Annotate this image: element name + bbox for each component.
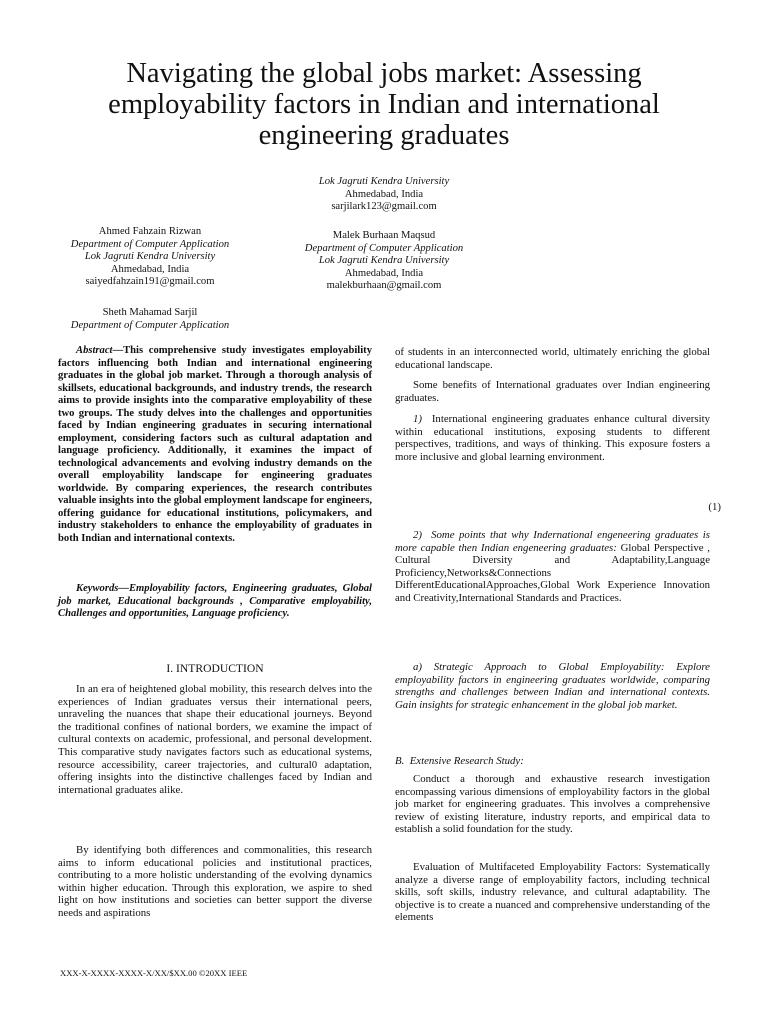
keywords-label: Keywords	[76, 583, 119, 594]
intro-paragraph-2: By identifying both differences and commonalities, this research aims to inform educational policies and institutional practices, contributing to a more holistic understanding of the evolving dynamics within higher education. Through this exploration, we aspire to shed light on how institutions and societies can better support the diverse needs and aspirations	[58, 844, 372, 919]
subsection-a-text: Explore employability factors in engineering graduates worldwide, comparing strengths and challenges between Indian and international contexts. Gain insights for strategic enhancement in the global job market.	[395, 661, 710, 711]
author-1-email: sarjilark123@gmail.com	[331, 201, 437, 212]
section-b-label: B.	[395, 755, 405, 767]
list-item-2	[395, 529, 710, 605]
list-item-1	[395, 413, 710, 463]
subsection-a-title: Strategic Approach to Global Employability:	[433, 661, 665, 673]
equation-number: (1)	[708, 501, 721, 513]
author-2-name: Ahmed Fahzain Rizwan	[98, 226, 202, 237]
right-continuation-paragraph: of students in an interconnected world, ultimately enriching the global educational landscape.	[395, 346, 710, 371]
author-block-4	[50, 307, 250, 332]
author-3-name: Malek Burhaan Maqsud	[332, 230, 436, 241]
paper-title: Navigating the global jobs market: Assessing employability factors in Indian and international engineering graduates	[108, 58, 660, 151]
subsection-a-label: a)	[413, 661, 422, 673]
author-2-email: saiyedfahzain191@gmail.com	[85, 276, 215, 287]
subsection-a	[395, 661, 710, 711]
author-1-university: Lok Jagruti Kendra University	[318, 176, 450, 187]
section-b-paragraph-1: Conduct a thorough and exhaustive research investigation encompassing various dimensions of employability factors in the global job market for engineering graduates. This involves a comprehensive review of existing literature, industry reports, and empirical data to establish a solid foundation for the study.	[395, 773, 710, 836]
author-2-department: Department of Computer Application	[70, 238, 230, 250]
author-4-department: Department of Computer Application	[70, 319, 230, 331]
author-3-university: Lok Jagruti Kendra University	[318, 255, 450, 266]
author-4-name: Sheth Mahamad Sarjil	[102, 307, 198, 318]
section-heading-b	[395, 755, 710, 768]
author-1-city: Ahmedabad, India	[344, 188, 424, 200]
author-block-1	[284, 176, 484, 214]
list-item-1-text: International engineering graduates enhance cultural diversity within educational institutions, exposing students to different perspectives, traditions, and ways of thinking. This exposure fosters a more inclusive and global learning environment.	[395, 413, 710, 463]
keywords-text: —Employability factors, Engineering graduates, Global job market, Educational backgrounds , Comparative employability, Challenges and opportunities, Language proficiency.	[58, 583, 372, 619]
author-block-2	[50, 226, 250, 289]
abstract-text: —This comprehensive study investigates employability factors influencing both Indian and international engineering graduates in the global job market. Through a thorough analysis of skillsets, educational backgrounds, and industry trends, the research aims to provide insights into the comparative employability of these two groups. The study delves into the challenges and opportunities faced by Indian engineering graduates in securing international employment, considering factors such as cultural adaptation and language proficiency. Additionally, it examines the impact of technological advancements and evolving industry demands on the overall employability landscape for engineering graduates worldwide. By comparing experiences, the research contributes valuable insights into the global employment landscape for engineers, offering guidance for educational institutions, policymakers, and industry stakeholders to enhance the employability of graduates in both Indian and international contexts.	[58, 345, 372, 544]
benefits-intro: Some benefits of International graduates over Indian engineering graduates.	[395, 379, 710, 404]
list-item-1-number: 1)	[413, 413, 422, 425]
author-3-email: malekburhaan@gmail.com	[326, 280, 442, 291]
list-item-2-number: 2)	[413, 529, 422, 541]
section-b-paragraph-2: Evaluation of Multifaceted Employability Factors: Systematically analyze a diverse range of employability factors, including technical skills, soft skills, industry relevance, and cultural adaptability. The objective is to create a nuanced and comprehensive understanding of the elements	[395, 861, 710, 924]
abstract-label: Abstract	[76, 345, 113, 356]
list-item-2-text: Global Perspective , Cultural Diversity and Adaptability,Language Proficiency,Networks&Connections DifferentEducationalApproaches,Global Work Experience Innovation and Creativity,International Standards and Practices.	[395, 541, 710, 604]
author-3-department: Department of Computer Application	[304, 242, 464, 254]
author-2-city: Ahmedabad, India	[110, 263, 190, 275]
author-block-3	[284, 230, 484, 293]
list-item-2-italic: Some points that why Indernational engeneering graduates is more capable then Indian engeneering graduates:	[395, 529, 710, 554]
copyright-footer: XXX-X-XXXX-XXXX-X/XX/$XX.00 ©20XX IEEE	[60, 968, 248, 978]
author-3-city: Ahmedabad, India	[344, 267, 424, 279]
section-b-title: Extensive Research Study:	[409, 755, 524, 767]
author-2-university: Lok Jagruti Kendra University	[84, 251, 216, 262]
section-heading-introduction: I. INTRODUCTION	[166, 662, 264, 675]
abstract	[58, 345, 372, 545]
keywords	[58, 583, 372, 621]
intro-paragraph-1: In an era of heightened global mobility, this research delves into the experiences of Indian graduates versus their international peers, unraveling the nuances that shape their educational journeys. Beyond the traditional confines of national borders, we examine the impact of cultural contexts on academic, professional, and personal development. This comparative study navigates factors such as educational systems, resource accessibility, career trajectories, and cultural0 adaptation, offering insights into the distinctive challenges faced by Indian and international graduates alike.	[58, 683, 372, 796]
